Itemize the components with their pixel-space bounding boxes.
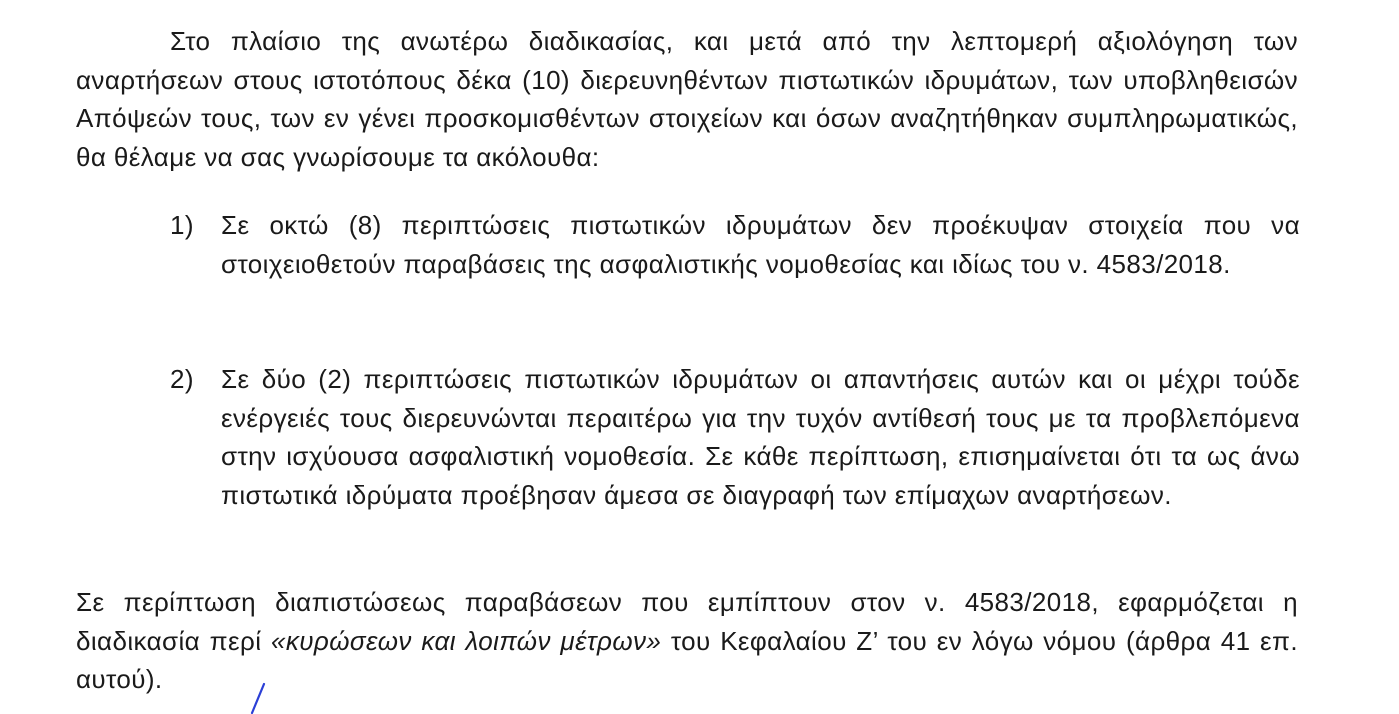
list-item-text: Σε οκτώ (8) περιπτώσεις πιστωτικών ιδρυμάτων δεν προέκυψαν στοιχεία που να στοιχειοθετούν παραβάσεις της ασφαλιστικής νομοθεσίας και ιδίως του ν. 4583/2018. bbox=[221, 210, 1300, 279]
list-item-number: 2) bbox=[170, 364, 194, 394]
pen-mark bbox=[248, 682, 268, 714]
closing-text-start: Σε περίπτωση διαπιστώσεως παραβάσεων που εμπίπτουν στον ν. 4583/2018, εφαρμόζεται η διαδικασία περί bbox=[76, 587, 1298, 656]
pen-stroke bbox=[252, 684, 264, 713]
intro-paragraph: Στο πλαίσιο της ανωτέρω διαδικασίας, και μετά από την λεπτομερή αξιολόγηση των αναρτήσεων στους ιστοτόπους δέκα (10) διερευνηθέντων πιστωτικών ιδρυμάτων, των υποβληθεισών Απόψεών τους, των εν γένει προσκομισθέντων στοιχείων και όσων αναζητήθηκαν συμπληρωματικώς, θα θέλαμε να σας γνωρίσουμε τα ακόλουθα: bbox=[76, 26, 1298, 172]
closing-italic-phrase: «κυρώσεων και λοιπών μέτρων» bbox=[270, 625, 662, 656]
list-item-text: Σε δύο (2) περιπτώσεις πιστωτικών ιδρυμάτων οι απαντήσεις αυτών και οι μέχρι τούδε ενέργειές τους διερευνώνται περαιτέρω για την τυχόν αντίθεσή τους με τα προβλεπόμενα στην ισχύουσα ασφαλιστική νομοθεσία. Σε κάθε περίπτωση, επισημαίνεται ότι τα ως άνω πιστωτικά ιδρύματα προέβησαν άμεσα σε διαγραφή των επίμαχων αναρτήσεων. bbox=[221, 364, 1300, 510]
closing-text-end: του Κεφαλαίου Ζ’ του εν λόγω νόμου (άρθρα 41 επ. αυτού). bbox=[76, 625, 1298, 694]
list-item-number: 1) bbox=[170, 210, 194, 240]
